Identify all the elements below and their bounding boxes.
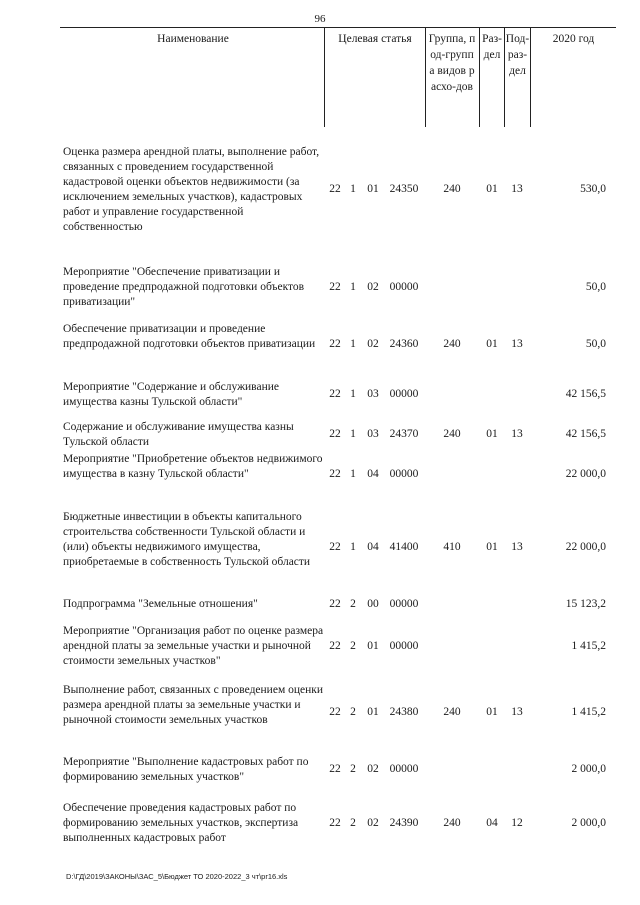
code-program: 22 <box>329 817 341 829</box>
code-event: 02 <box>367 338 379 350</box>
code-event: 01 <box>367 183 379 195</box>
section: 01 <box>486 183 498 195</box>
subsection: 13 <box>511 338 523 350</box>
row-name: Выполнение работ, связанных с проведением оценки размера арендной платы за земельные участки и рыночной стоимости земельных участков <box>63 684 324 726</box>
code-direction: 24390 <box>389 817 419 829</box>
code-subprogram: 2 <box>350 763 356 775</box>
amount-2020: 22 000,0 <box>565 468 606 480</box>
subsection: 13 <box>511 183 523 195</box>
header-section: Раз-дел <box>482 33 502 61</box>
code-direction: 24360 <box>389 338 419 350</box>
code-direction: 00000 <box>389 468 419 480</box>
amount-2020: 2 000,0 <box>571 817 606 829</box>
amount-2020: 15 123,2 <box>565 598 606 610</box>
expense-group: 240 <box>443 183 461 195</box>
row-name: Обеспечение проведения кадастровых работ по формированию земельных участков, экспертиза выполненных кадастровых работ <box>63 802 299 844</box>
file-path-footer: D:\ГД\2019\ЗАКОНЫ\ЗАС_5\Бюджет ТО 2020-2022_3 чт\pr16.xls <box>66 872 288 881</box>
code-program: 22 <box>329 541 341 553</box>
expense-group: 240 <box>443 338 461 350</box>
code-direction: 24350 <box>389 183 419 195</box>
expense-group: 410 <box>443 541 461 553</box>
code-program: 22 <box>329 338 341 350</box>
amount-2020: 50,0 <box>585 281 606 293</box>
code-subprogram: 1 <box>350 468 356 480</box>
section: 01 <box>486 706 498 718</box>
subsection: 13 <box>511 706 523 718</box>
code-direction: 24370 <box>389 428 419 440</box>
code-event: 00 <box>367 598 379 610</box>
code-program: 22 <box>329 706 341 718</box>
code-direction: 00000 <box>389 388 419 400</box>
row-name: Оценка размера арендной платы, выполнение работ, связанных с проведением государственной кадастровой оценки объектов недвижимости (за исключением земельных участков), кадастровых работ и управление государственной собственностью <box>63 146 320 233</box>
code-subprogram: 1 <box>350 388 356 400</box>
code-event: 01 <box>367 640 379 652</box>
code-subprogram: 2 <box>350 817 356 829</box>
page-number: 96 <box>314 13 326 25</box>
code-direction: 00000 <box>389 598 419 610</box>
code-program: 22 <box>329 281 341 293</box>
code-direction: 00000 <box>389 640 419 652</box>
code-event: 02 <box>367 763 379 775</box>
expense-group: 240 <box>443 428 461 440</box>
code-direction: 00000 <box>389 281 419 293</box>
code-program: 22 <box>329 468 341 480</box>
section: 04 <box>486 817 498 829</box>
code-subprogram: 2 <box>350 640 356 652</box>
section: 01 <box>486 428 498 440</box>
code-subprogram: 1 <box>350 281 356 293</box>
code-direction: 24380 <box>389 706 419 718</box>
header-year: 2020 год <box>552 33 595 45</box>
row-name: Бюджетные инвестиции в объекты капитального строительства собственности Тульской области и (или) объекты недвижимого имущества, приобретаемые в собственность Тульской области <box>63 511 311 568</box>
row-name: Мероприятие "Приобретение объектов недвижимого имущества в казну Тульской области" <box>63 453 323 480</box>
amount-2020: 22 000,0 <box>565 541 606 553</box>
code-event: 02 <box>367 817 379 829</box>
code-event: 02 <box>367 281 379 293</box>
subsection: 13 <box>511 428 523 440</box>
amount-2020: 42 156,5 <box>565 428 606 440</box>
code-subprogram: 1 <box>350 541 356 553</box>
code-program: 22 <box>329 640 341 652</box>
header-top-border <box>60 27 616 28</box>
code-program: 22 <box>329 763 341 775</box>
code-subprogram: 1 <box>350 428 356 440</box>
section: 01 <box>486 541 498 553</box>
expense-group: 240 <box>443 706 461 718</box>
code-subprogram: 2 <box>350 598 356 610</box>
amount-2020: 1 415,2 <box>571 706 606 718</box>
code-subprogram: 2 <box>350 706 356 718</box>
code-event: 03 <box>367 428 379 440</box>
code-program: 22 <box>329 428 341 440</box>
header-group: Группа, под-группа видов расхо-дов <box>428 33 476 93</box>
row-name: Подпрограмма "Земельные отношения" <box>63 598 258 610</box>
section: 01 <box>486 338 498 350</box>
amount-2020: 2 000,0 <box>571 763 606 775</box>
subsection: 12 <box>511 817 523 829</box>
amount-2020: 530,0 <box>580 183 606 195</box>
code-program: 22 <box>329 388 341 400</box>
row-name: Мероприятие "Содержание и обслуживание имущества казны Тульской области" <box>63 381 279 408</box>
code-subprogram: 1 <box>350 183 356 195</box>
code-event: 04 <box>367 468 379 480</box>
code-event: 03 <box>367 388 379 400</box>
code-program: 22 <box>329 598 341 610</box>
subsection: 13 <box>511 541 523 553</box>
row-name: Содержание и обслуживание имущества казны Тульской области <box>63 421 294 448</box>
header-subsection: Под-раз-дел <box>505 33 530 77</box>
code-direction: 41400 <box>389 541 419 553</box>
row-name: Мероприятие "Организация работ по оценке размера арендной платы за земельные участки и рыночной стоимости земельных участков" <box>63 625 324 667</box>
expense-group: 240 <box>443 817 461 829</box>
code-subprogram: 1 <box>350 338 356 350</box>
row-name: Мероприятие "Выполнение кадастровых работ по формированию земельных участков" <box>63 756 309 783</box>
amount-2020: 1 415,2 <box>571 640 606 652</box>
header-target: Целевая статья <box>338 33 412 45</box>
code-event: 01 <box>367 706 379 718</box>
code-program: 22 <box>329 183 341 195</box>
header-name: Наименование <box>157 33 229 45</box>
header-divider <box>425 27 426 127</box>
row-name: Обеспечение приватизации и проведение предпродажной подготовки объектов приватизации <box>63 323 316 350</box>
row-name: Мероприятие "Обеспечение приватизации и проведение предпродажной подготовки объектов приватизации" <box>63 266 305 308</box>
code-event: 04 <box>367 541 379 553</box>
code-direction: 00000 <box>389 763 419 775</box>
amount-2020: 50,0 <box>585 338 606 350</box>
amount-2020: 42 156,5 <box>565 388 606 400</box>
